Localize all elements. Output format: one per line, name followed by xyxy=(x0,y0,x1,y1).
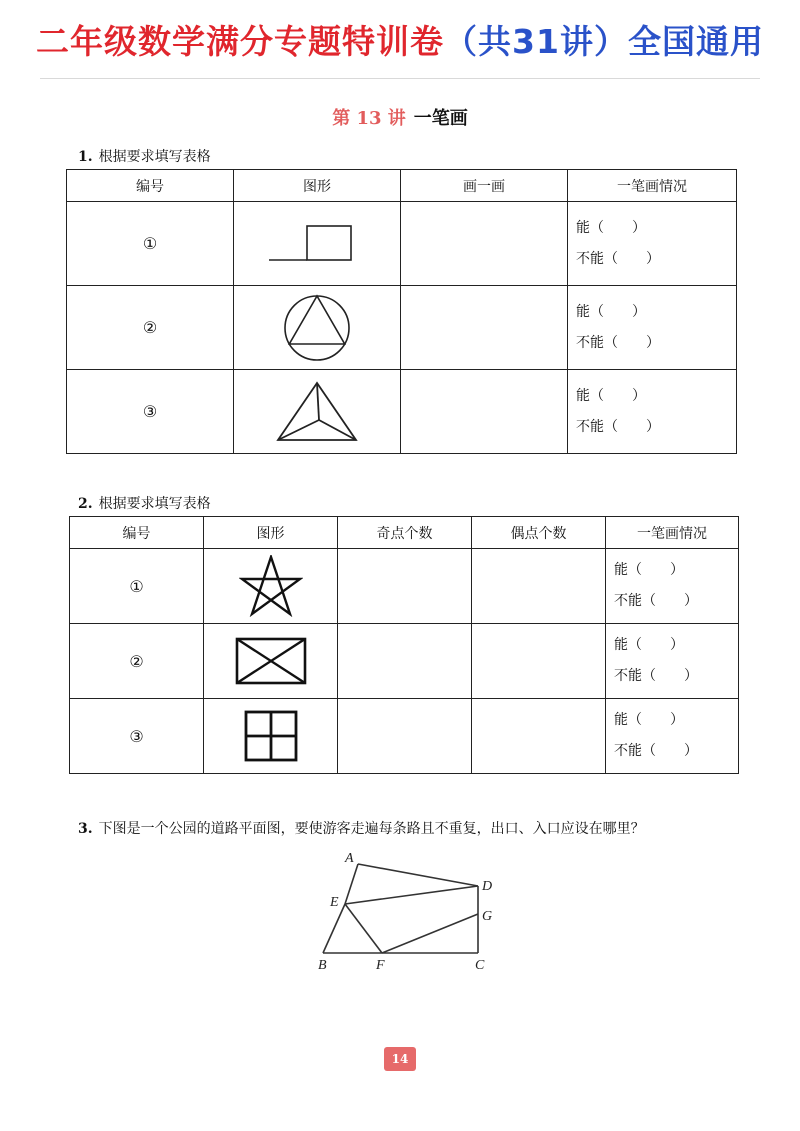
option-cannot[interactable]: 不能（ ） xyxy=(576,418,660,435)
point-label-a: A xyxy=(345,851,354,866)
figure-cell xyxy=(204,699,338,774)
rectangle-with-x-icon xyxy=(235,637,307,685)
road-f-g xyxy=(382,914,478,953)
column-header: 编号 xyxy=(70,517,204,549)
question-1-heading xyxy=(78,146,211,166)
road-e-f xyxy=(345,904,382,953)
table-header-row xyxy=(70,517,739,549)
park-road-map xyxy=(300,848,510,973)
figure-cell xyxy=(234,202,401,286)
point-label-g: G xyxy=(482,909,493,924)
answer-options xyxy=(568,202,737,286)
road-a-e xyxy=(345,864,358,904)
question-2-table xyxy=(69,516,739,774)
triangle-with-center-point-icon xyxy=(275,380,359,444)
question-3-number: 3. xyxy=(78,821,93,837)
point-label-f: F xyxy=(376,958,385,973)
lesson-heading xyxy=(0,104,800,130)
figure-cell xyxy=(204,549,338,624)
window-grid-icon xyxy=(244,710,298,762)
option-cannot[interactable]: 不能（ ） xyxy=(614,593,698,609)
road-a-d xyxy=(358,864,478,886)
column-header: 偶点个数 xyxy=(472,517,606,549)
banner-title xyxy=(0,14,800,70)
question-2-prompt: 根据要求填写表格 xyxy=(98,496,211,512)
row-id: ③ xyxy=(70,699,204,774)
option-cannot[interactable]: 不能（ ） xyxy=(576,334,660,351)
triangle-in-circle-icon xyxy=(282,293,352,363)
option-can[interactable]: 能（ ） xyxy=(576,219,646,236)
drawing-cell[interactable] xyxy=(401,202,568,286)
table-header-row xyxy=(67,170,737,202)
column-header: 奇点个数 xyxy=(338,517,472,549)
table-row xyxy=(67,286,737,370)
even-points-cell[interactable] xyxy=(472,549,606,624)
row-id: ② xyxy=(70,624,204,699)
lesson-topic: 一笔画 xyxy=(413,108,468,129)
odd-points-cell[interactable] xyxy=(338,624,472,699)
column-header: 画一画 xyxy=(401,170,568,202)
banner-title-red: 二年级数学满分专题特训卷 xyxy=(36,22,445,61)
answer-options xyxy=(606,699,739,774)
row-id: ③ xyxy=(67,370,234,454)
question-3-heading xyxy=(78,818,645,838)
answer-options xyxy=(606,549,739,624)
column-header: 编号 xyxy=(67,170,234,202)
option-can[interactable]: 能（ ） xyxy=(614,562,684,578)
option-cannot[interactable]: 不能（ ） xyxy=(614,743,698,759)
option-cannot[interactable]: 不能（ ） xyxy=(614,668,698,684)
table-row xyxy=(70,624,739,699)
answer-options xyxy=(606,624,739,699)
column-header: 图形 xyxy=(204,517,338,549)
question-2-number: 2. xyxy=(78,496,93,512)
page-number: 14 xyxy=(384,1047,416,1071)
question-1-prompt: 根据要求填写表格 xyxy=(98,149,211,165)
table-row xyxy=(67,370,737,454)
point-label-b: B xyxy=(318,958,327,973)
road-e-d xyxy=(345,886,478,904)
option-can[interactable]: 能（ ） xyxy=(576,303,646,320)
even-points-cell[interactable] xyxy=(472,624,606,699)
table-row xyxy=(70,699,739,774)
point-label-e: E xyxy=(330,895,339,910)
question-1-number: 1. xyxy=(78,149,93,165)
option-can[interactable]: 能（ ） xyxy=(614,712,684,728)
header-divider xyxy=(40,78,760,79)
row-id: ② xyxy=(67,286,234,370)
question-2-heading xyxy=(78,493,211,513)
odd-points-cell[interactable] xyxy=(338,699,472,774)
odd-points-cell[interactable] xyxy=(338,549,472,624)
square-with-tail-line-icon xyxy=(267,221,367,267)
figure-cell xyxy=(234,286,401,370)
table-row xyxy=(70,549,739,624)
answer-options xyxy=(568,286,737,370)
even-points-cell[interactable] xyxy=(472,699,606,774)
drawing-cell[interactable] xyxy=(401,286,568,370)
table-row xyxy=(67,202,737,286)
option-can[interactable]: 能（ ） xyxy=(576,387,646,404)
column-header: 一笔画情况 xyxy=(606,517,739,549)
row-id: ① xyxy=(70,549,204,624)
lesson-number: 第 13 讲 xyxy=(332,108,406,129)
point-label-d: D xyxy=(482,879,493,894)
answer-options xyxy=(568,370,737,454)
column-header: 一笔画情况 xyxy=(568,170,737,202)
figure-cell xyxy=(234,370,401,454)
banner-title-blue: （共31讲）全国通用 xyxy=(444,22,764,61)
column-header: 图形 xyxy=(234,170,401,202)
drawing-cell[interactable] xyxy=(401,370,568,454)
option-can[interactable]: 能（ ） xyxy=(614,637,684,653)
question-3-prompt: 下图是一个公园的道路平面图，要使游客走遍每条路且不重复，出口、入口应设在哪里？ xyxy=(98,821,645,837)
five-pointed-star-icon xyxy=(239,555,303,617)
road-e-b xyxy=(323,904,345,953)
question-1-table xyxy=(66,169,737,454)
row-id: ① xyxy=(67,202,234,286)
figure-cell xyxy=(204,624,338,699)
point-label-c: C xyxy=(475,958,485,973)
option-cannot[interactable]: 不能（ ） xyxy=(576,250,660,267)
